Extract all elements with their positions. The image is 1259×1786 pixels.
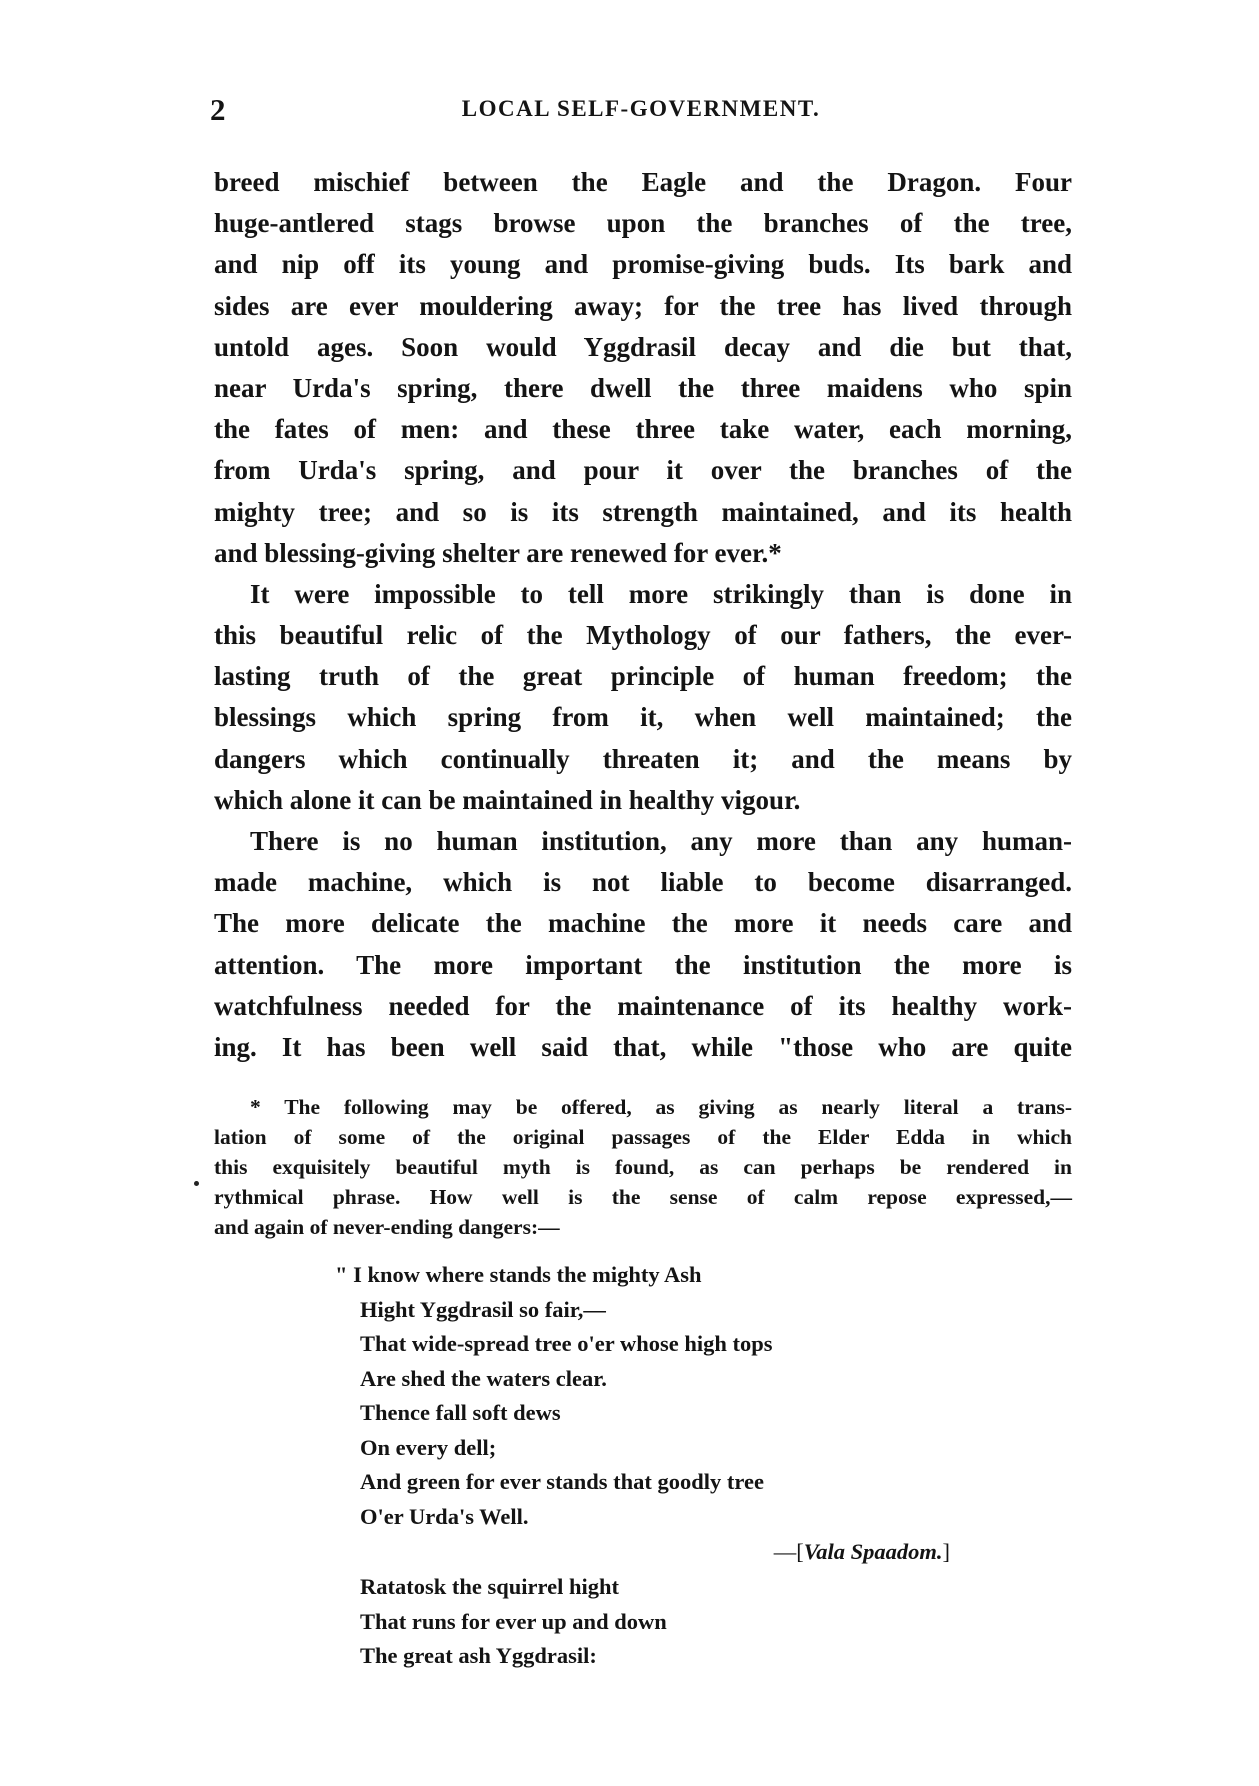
- text-line: made machine, which is not liable to become disarranged.: [214, 867, 1072, 898]
- verse-line: That wide-spread tree o'er whose high tops: [360, 1331, 773, 1356]
- text-line: mighty tree; and so is its strength maintained, and its health: [214, 496, 1072, 527]
- footnote-line: and again of never-ending dangers:—: [214, 1215, 560, 1239]
- verse-block: [335, 1258, 960, 1674]
- verse-line: The great ash Yggdrasil:: [360, 1643, 597, 1668]
- footnote-line: lation of some of the original passages of the Elder Edda in which: [214, 1125, 1072, 1149]
- attribution-source: Vala Spaadom.: [803, 1539, 943, 1564]
- text-line: which alone it can be maintained in healthy vigour.: [214, 784, 801, 815]
- verse-attribution: [360, 1534, 960, 1570]
- text-line: blessings which spring from it, when well maintained; the: [214, 702, 1072, 733]
- text-line: this beautiful relic of the Mythology of our fathers, the ever-: [214, 620, 1072, 651]
- verse-line: Thence fall soft dews: [360, 1400, 561, 1425]
- text-line: from Urda's spring, and pour it over the branches of the: [214, 455, 1072, 486]
- text-line: and nip off its young and promise-giving buds. Its bark and: [214, 249, 1072, 280]
- text-line: untold ages. Soon would Yggdrasil decay and die but that,: [214, 331, 1072, 362]
- text-line: huge-antlered stags browse upon the branches of the tree,: [214, 208, 1072, 239]
- margin-ink-dot: [194, 1181, 199, 1186]
- text-line: watchfulness needed for the maintenance of its healthy work-: [214, 990, 1072, 1021]
- page-number: 2: [210, 92, 226, 127]
- verse-line: O'er Urda's Well.: [360, 1503, 529, 1529]
- page-header: [210, 92, 1072, 132]
- footnote-line: rythmical phrase. How well is the sense of calm repose expressed,—: [214, 1185, 1072, 1209]
- verse-line: That runs for ever up and down: [360, 1608, 667, 1634]
- text-line: There is no human institution, any more than any human-: [250, 826, 1072, 856]
- footnote-line: * The following may be offered, as giving as nearly literal a trans-: [250, 1095, 1072, 1119]
- text-line: dangers which continually threaten it; and the means by: [214, 743, 1072, 774]
- text-line: attention. The more important the institution the more is: [214, 949, 1072, 980]
- text-line: sides are ever mouldering away; for the tree has lived through: [214, 290, 1072, 321]
- main-text: [214, 162, 1072, 1068]
- attribution-dash: —[: [773, 1539, 804, 1564]
- text-line: breed mischief between the Eagle and the Dragon. Four: [214, 167, 1072, 197]
- text-line: lasting truth of the great principle of human freedom; the: [214, 661, 1072, 692]
- footnote: [214, 1092, 1072, 1242]
- verse-line: On every dell;: [360, 1434, 497, 1460]
- running-head: LOCAL SELF-GOVERNMENT.: [461, 96, 821, 121]
- verse-line: Ratatosk the squirrel hight: [360, 1574, 619, 1599]
- verse-line: And green for ever stands that goodly tree: [360, 1469, 764, 1494]
- text-line: near Urda's spring, there dwell the three maidens who spin: [214, 372, 1072, 403]
- verse-line: Hight Yggdrasil so fair,—: [360, 1296, 606, 1322]
- text-line: The more delicate the machine the more it needs care and: [214, 908, 1072, 939]
- text-line: and blessing-giving shelter are renewed for ever.*: [214, 537, 782, 568]
- verse-line: " I know where stands the mighty Ash: [335, 1262, 702, 1287]
- text-line: ing. It has been well said that, while "those who are quite: [214, 1031, 1072, 1062]
- text-line: the fates of men: and these three take water, each morning,: [214, 414, 1072, 445]
- attribution-close: ]: [942, 1539, 950, 1564]
- footnote-line: this exquisitely beautiful myth is found, as can perhaps be rendered in: [214, 1155, 1072, 1179]
- text-line: It were impossible to tell more strikingly than is done in: [250, 578, 1072, 609]
- verse-line: Are shed the waters clear.: [360, 1365, 607, 1391]
